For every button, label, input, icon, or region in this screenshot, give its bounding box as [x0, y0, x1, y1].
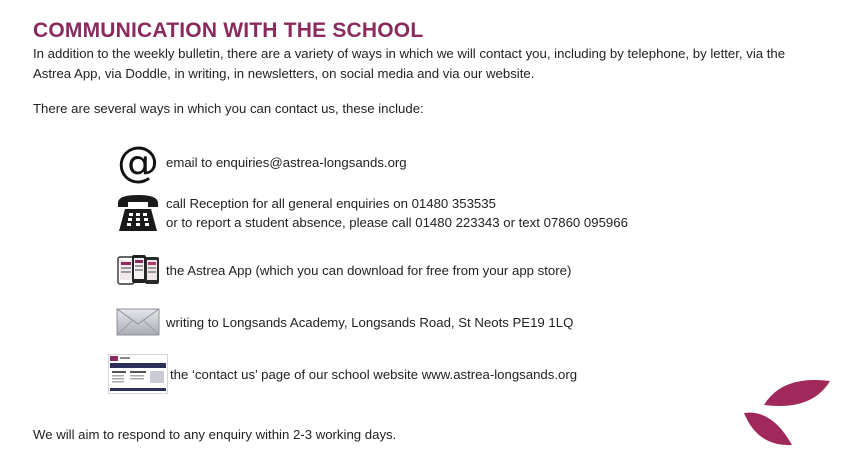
email-text: email to enquiries@astrea-longsands.org	[166, 154, 407, 170]
response-time-note: We will aim to respond to any enquiry within 2-3 working days.	[33, 427, 397, 442]
website-thumbnail-icon	[106, 354, 170, 394]
contact-row-website	[106, 354, 577, 394]
telephone-text	[166, 194, 628, 232]
telephone-line-general: call Reception for all general enquiries on 01480 353535	[166, 196, 496, 211]
telephone-line-absence: or to report a student absence, please call 01480 223343 or text 07860 095966	[166, 215, 628, 230]
letter-text: writing to Longsands Academy, Longsands Road, St Neots PE19 1LQ	[166, 314, 574, 330]
intro-paragraph: In addition to the weekly bulletin, there are a variety of ways in which we will contact you, including by telephone, by letter, via the Astrea App, via Doddle, in writing, in newsletters, on social media and via our website.	[33, 46, 786, 81]
website-text: the ‘contact us’ page of our school website www.astrea-longsands.org	[170, 366, 578, 382]
contact-row-email	[110, 140, 407, 184]
telephone-icon	[110, 192, 166, 234]
svg-text:@: @	[117, 140, 159, 184]
contact-row-letter	[110, 308, 573, 336]
leaves-logo-icon	[742, 373, 834, 454]
contact-row-app	[110, 254, 571, 286]
envelope-icon	[110, 308, 166, 336]
contact-row-telephone	[110, 192, 628, 234]
at-sign-icon	[110, 140, 166, 184]
app-text: the Astrea App (which you can download for free from your app store)	[166, 262, 572, 278]
page-title: COMMUNICATION WITH THE SCHOOL	[33, 19, 424, 42]
phone-app-icon	[110, 254, 166, 286]
contact-ways-heading: There are several ways in which you can contact us, these include:	[33, 101, 424, 116]
